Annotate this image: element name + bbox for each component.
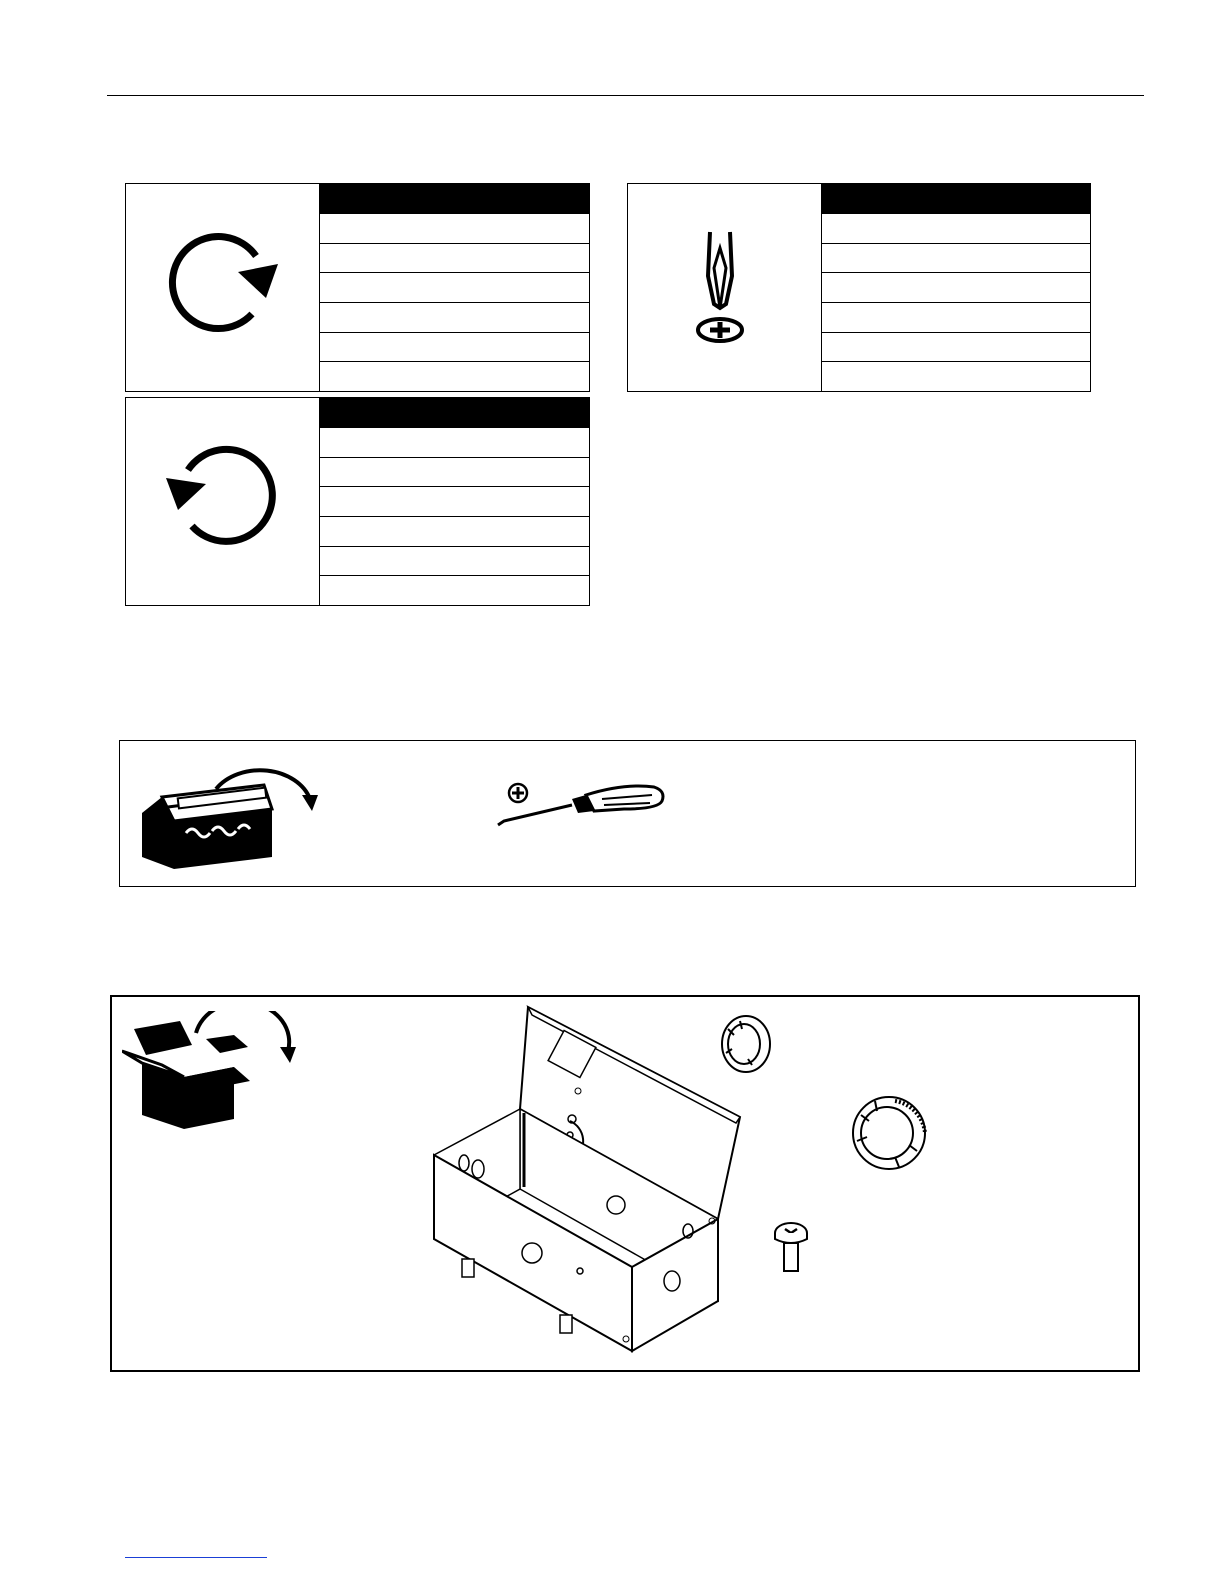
legend-row <box>319 272 589 302</box>
legend-row <box>319 486 589 516</box>
legend-row <box>319 457 589 487</box>
legend-header <box>821 184 1090 213</box>
legend-row <box>319 546 589 576</box>
legend-row <box>319 302 589 332</box>
phillips-screwdriver-icon <box>494 777 666 833</box>
screw-icon <box>773 1221 809 1277</box>
open-box-icon <box>122 1011 302 1135</box>
legend-row <box>319 516 589 546</box>
legend-header <box>319 184 589 213</box>
legend-row <box>821 213 1090 243</box>
header-rule <box>107 95 1144 96</box>
tools-panel <box>119 740 1136 887</box>
legend-row <box>821 272 1090 302</box>
legend-row <box>319 427 589 457</box>
legend-row <box>821 361 1090 391</box>
legend-header <box>319 398 589 427</box>
counterclockwise-arrow-icon <box>126 398 319 605</box>
legend-row <box>821 302 1090 332</box>
toolbox-icon <box>138 749 328 879</box>
small-bushing-icon <box>716 1009 776 1079</box>
legend-row <box>821 332 1090 362</box>
large-bushing-icon <box>847 1093 931 1173</box>
legend-row <box>319 213 589 243</box>
footer-link-underline <box>125 1557 267 1558</box>
legend-icon-cell <box>126 184 320 391</box>
legend-phillips <box>627 183 1091 392</box>
parts-panel <box>110 995 1140 1372</box>
phillips-screwdriver-tip-icon <box>628 184 821 391</box>
legend-counterclockwise <box>125 397 590 606</box>
enclosure-illustration <box>420 1001 750 1357</box>
legend-row <box>319 361 589 391</box>
legend-row <box>319 575 589 605</box>
legend-icon-cell <box>628 184 822 391</box>
legend-row <box>821 243 1090 273</box>
legend-row <box>319 243 589 273</box>
legend-icon-cell <box>126 398 320 605</box>
legend-row <box>319 332 589 362</box>
legend-clockwise <box>125 183 590 392</box>
clockwise-arrow-icon <box>126 184 319 391</box>
